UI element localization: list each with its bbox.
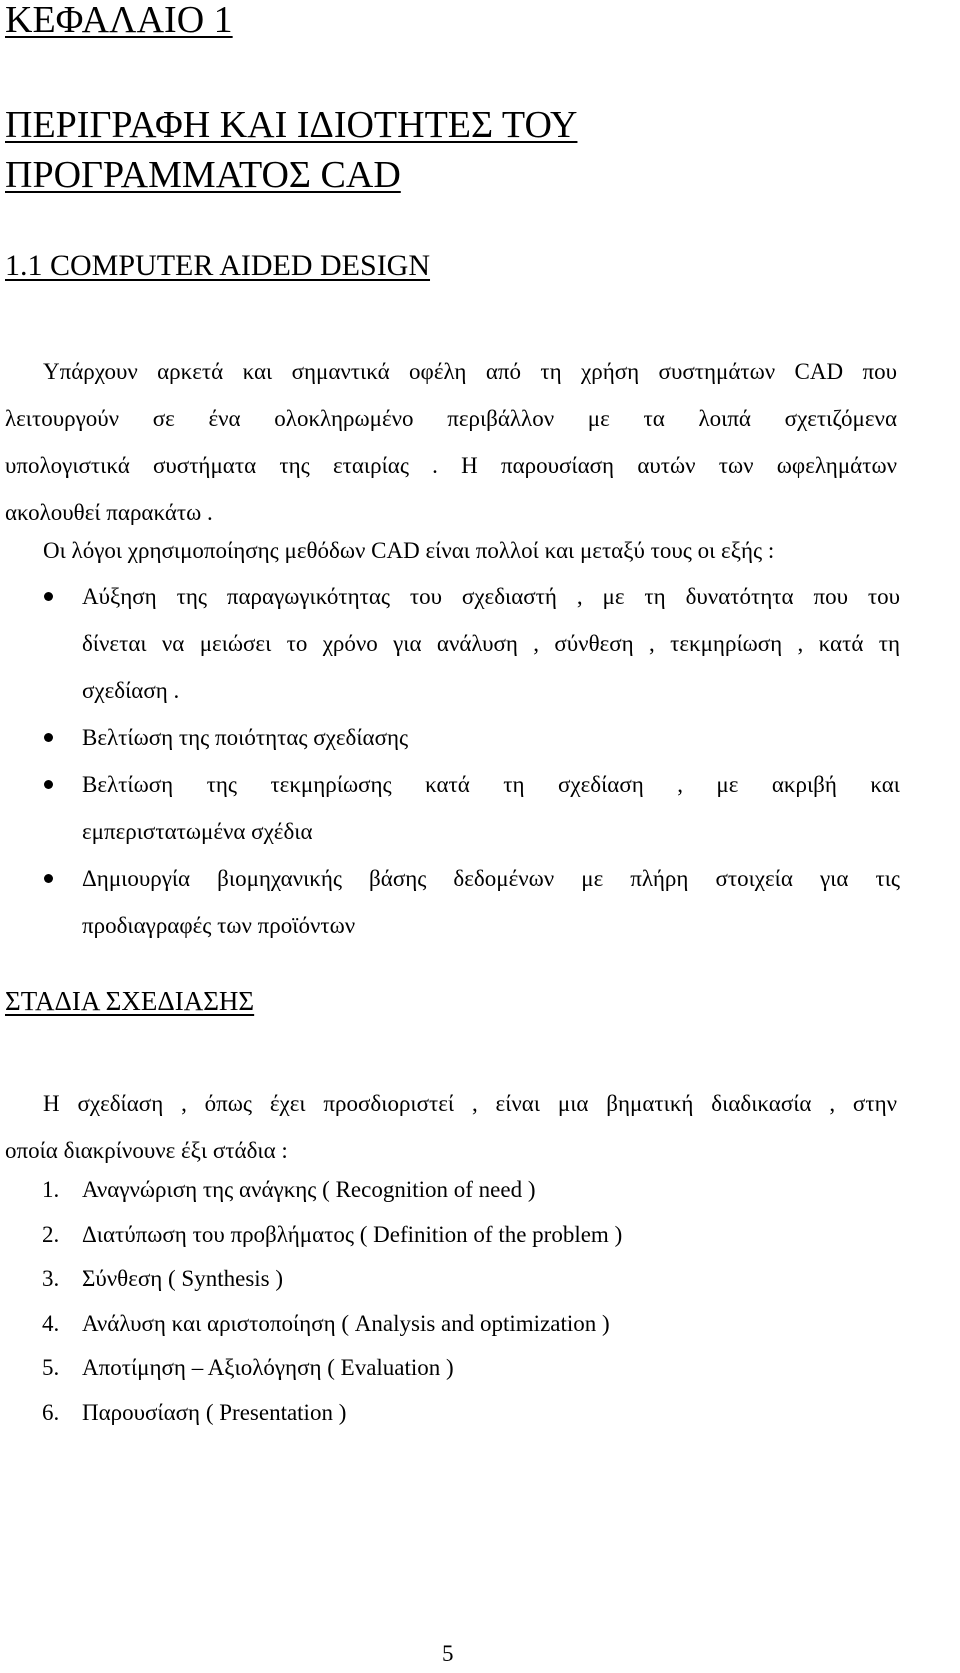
list-item-number: 5. [42, 1355, 60, 1380]
list-item-number: 6. [42, 1399, 60, 1425]
chapter-label: ΚΕΦΑΛΑΙΟ 1 [5, 0, 233, 41]
list-item-line: Δημιουργία βιομηχανικής βάσης δεδομένων με πλήρη στοιχεία για τις [82, 866, 900, 891]
list-item-line: προδιαγραφές των προϊόντων [82, 913, 356, 938]
section-title: 1.1 COMPUTER AIDED DESIGN [5, 249, 431, 282]
list-item [0, 714, 900, 761]
list-item-number: 1. [42, 1177, 60, 1202]
list-item-number: 4. [42, 1310, 60, 1336]
intro-line: υπολογιστικά συστήματα της εταιρίας . Η παρουσίαση αυτών των ωφελημάτων [5, 453, 897, 478]
list-item-text: Διατύπωση του προβλήματος ( Definition of the problem ) [82, 1221, 623, 1247]
list-item [0, 573, 900, 714]
list-item-line: Βελτίωση της ποιότητας σχεδίασης [82, 725, 409, 750]
list-item [0, 761, 900, 855]
intro-line: ακολουθεί παρακάτω . [5, 500, 213, 525]
list-item [0, 1213, 900, 1258]
list-item-text: Ανάλυση και αριστοποίηση ( Analysis and optimization ) [82, 1310, 610, 1336]
reasons-intro: Οι λόγοι χρησιμοποίησης μεθόδων CAD είναι πολλοί και μεταξύ τους οι εξής : [43, 538, 775, 563]
stages-paragraph-line: Η σχεδίαση , όπως έχει προσδιοριστεί , είναι μια βηματική διαδικασία , στην [43, 1091, 897, 1116]
list-item-line: δίνεται να μειώσει το χρόνο για ανάλυση , σύνθεση , τεκμηρίωση , κατά τη [82, 631, 900, 656]
list-item-text: Σύνθεση ( Synthesis ) [82, 1266, 284, 1291]
list-item-text: Παρουσίαση ( Presentation ) [82, 1399, 347, 1425]
stages-paragraph-line: οποία διακρίνουνε έξι στάδια : [5, 1138, 288, 1163]
stages-paragraph [5, 1080, 897, 1174]
stages-heading: ΣΤΑΔΙΑ ΣΧΕΔΙΑΣΗΣ [5, 986, 255, 1016]
list-item-number: 2. [42, 1221, 60, 1247]
list-item-number: 3. [42, 1266, 60, 1291]
bullet-icon [44, 592, 53, 601]
list-item-line: Βελτίωση της τεκμηρίωσης κατά τη σχεδίαση , με ακριβή και [82, 772, 900, 797]
list-item-line: Αύξηση της παραγωγικότητας του σχεδιαστή , με τη δυνατότητα που του [82, 584, 900, 609]
intro-line: λειτουργούν σε ένα ολοκληρωμένο περιβάλλον με τα λοιπά σχετιζόμενα [5, 406, 897, 431]
page-number: 5 [442, 1641, 454, 1666]
list-item-text: Αναγνώριση της ανάγκης ( Recognition of need ) [82, 1177, 536, 1202]
list-item-line: εμπεριστατωμένα σχέδια [82, 819, 313, 844]
bullet-icon [44, 780, 53, 789]
stages-list [0, 1168, 900, 1435]
list-item [0, 1391, 900, 1436]
list-item [0, 1346, 900, 1391]
list-item-line: σχεδίαση . [82, 678, 180, 703]
benefits-list [0, 573, 900, 949]
list-item [0, 855, 900, 949]
chapter-title: ΠΕΡΙΓΡΑΦΗ ΚΑΙ ΙΔΙΟΤΗΤΕΣ ΤΟΥ ΠΡΟΓΡΑΜΜΑΤΟΣ CAD [5, 104, 578, 196]
intro-line: Υπάρχουν αρκετά και σημαντικά οφέλη από τη χρήση συστημάτων CAD που [43, 359, 897, 384]
intro-paragraph [5, 348, 897, 536]
bullet-icon [44, 874, 53, 883]
list-item [0, 1257, 900, 1302]
list-item [0, 1168, 900, 1213]
bullet-icon [44, 733, 53, 742]
list-item-text: Αποτίμηση – Αξιολόγηση ( Evaluation ) [82, 1355, 454, 1380]
list-item [0, 1302, 900, 1347]
